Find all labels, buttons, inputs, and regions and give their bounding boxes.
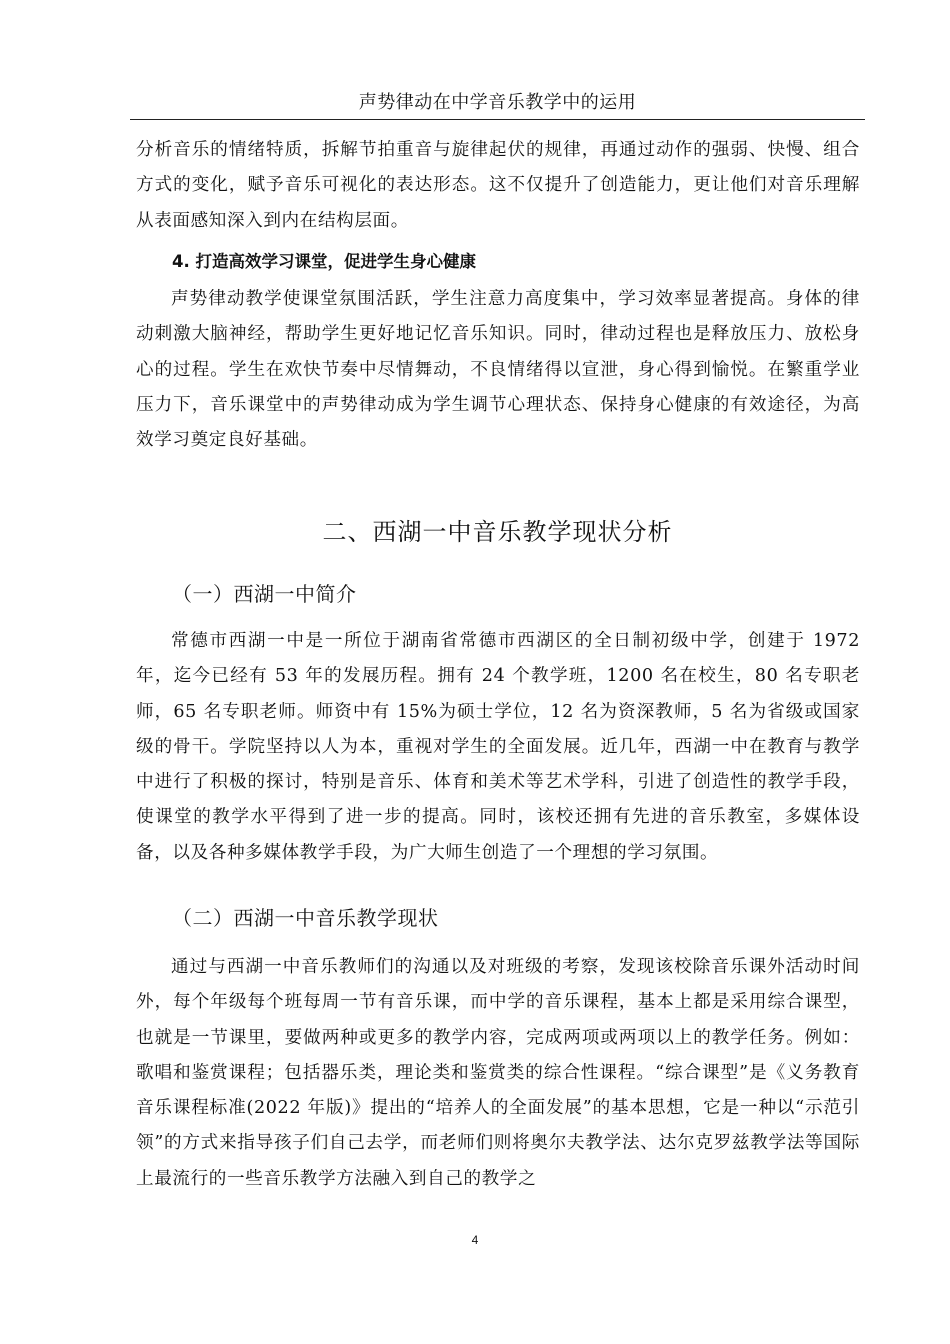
- paragraph-healthy-learning: [136, 282, 860, 458]
- header-divider: [130, 119, 865, 120]
- paragraph-text: 声势律动教学使课堂氛围活跃，学生注意力高度集中，学习效率显著提高。身体的律动刺激大脑神经，帮助学生更好地记忆音乐知识。同时，律动过程也是释放压力、放松身心的过程。学生在欢快节奏中尽情舞动，不良情绪得以宣泄，身心得到愉悦。在繁重学业压力下，音乐课堂中的声势律动成为学生调节心理状态、保持身心健康的有效途径，为高效学习奠定良好基础。: [136, 289, 860, 451]
- paragraph-text: 通过与西湖一中音乐教师们的沟通以及对班级的考察，发现该校除音乐课外活动时间外，每个年级每个班每周一节有音乐课，而中学的音乐课程，基本上都是采用综合课型，也就是一节课里，要做两种或更多的教学内容，完成两项或两项以上的教学任务。例如：歌唱和鉴赏课程；包括器乐类，理论类和鉴赏类的综合性课程。“综合课型”是《义务教育音乐课程标准(2022 年版)》提出的“培养人的全面发展”的基本思想，它是一种以“示范引领”的方式来指导孩子们自己去学，而老师们则将奥尔夫教学法、达尔克罗兹教学法等国际上最流行的一些音乐教学方法融入到自己的教学之: [136, 957, 860, 1189]
- paragraph-text: 常德市西湖一中是一所位于湖南省常德市西湖区的全日制初级中学，创建于 1972 年，迄今已经有 53 年的发展历程。拥有 24 个教学班，1200 名在校生，80 名专职老师，65 名专职老师。师资中有 15%为硕士学位，12 名为资深教师，5 名为省级或国家级的骨干。学院坚持以人为本，重视对学生的全面发展。近几年，西湖一中在教育与教学中进行了积极的探讨，特别是音乐、体育和美术等艺术学科，引进了创造性的教学手段，使课堂的教学水平得到了进一步的提高。同时，该校还拥有先进的音乐教室，多媒体设备，以及各种多媒体教学手段，为广大师生创造了一个理想的学习氛围。: [136, 631, 860, 863]
- paragraph-continuation: [136, 133, 860, 239]
- paragraph-school-intro: [136, 624, 860, 871]
- section-heading-status: （二）西湖一中音乐教学现状: [172, 906, 439, 930]
- page-number: 4: [471, 1233, 479, 1247]
- subheading-4: 4. 打造高效学习课堂，促进学生身心健康: [172, 252, 476, 271]
- section-heading-intro: （一）西湖一中简介: [172, 582, 357, 606]
- paragraph-text: 分析音乐的情绪特质，拆解节拍重音与旋律起伏的规律，再通过动作的强弱、快慢、组合方式的变化，赋予音乐可视化的表达形态。这不仅提升了创造能力，更让他们对音乐理解从表面感知深入到内在结构层面。: [136, 140, 860, 231]
- running-header: 声势律动在中学音乐教学中的运用: [358, 92, 637, 113]
- paragraph-teaching-status: [136, 950, 860, 1197]
- chapter-heading: 二、西湖一中音乐教学现状分析: [322, 518, 673, 546]
